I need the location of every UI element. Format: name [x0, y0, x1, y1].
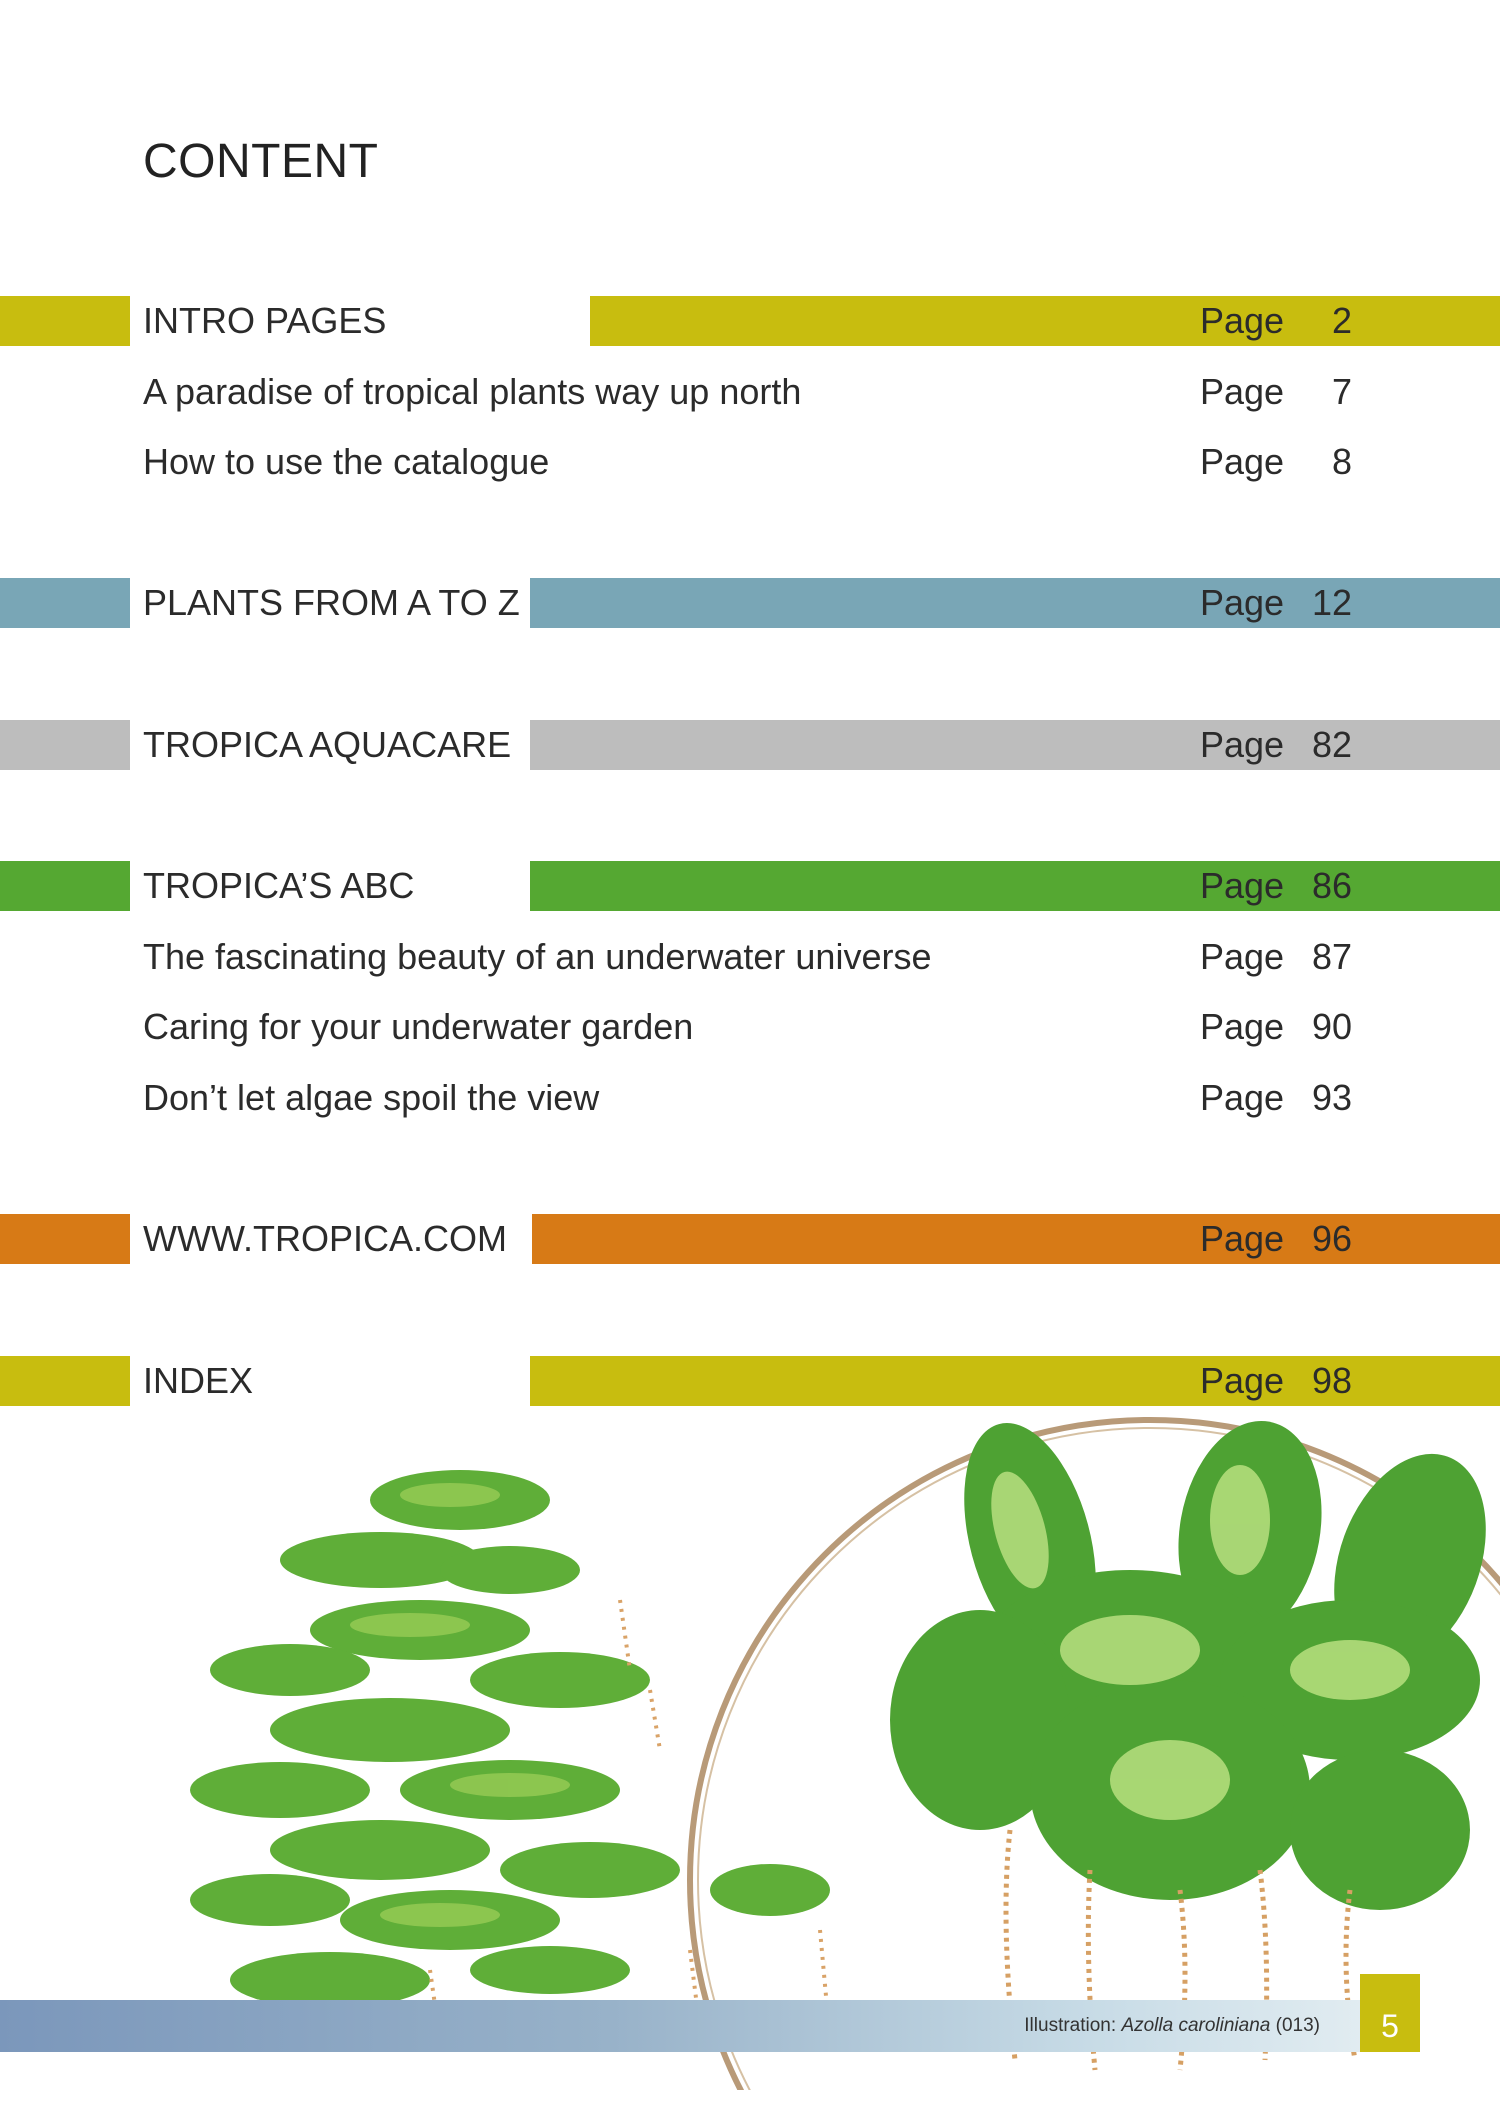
page-word: Page: [1200, 441, 1285, 482]
toc-item-caring[interactable]: Caring for your underwater garden: [143, 1006, 694, 1047]
toc-heading-aquacare[interactable]: TROPICA AQUACARE: [143, 724, 512, 765]
page-word: Page: [1200, 865, 1285, 906]
toc-item-how-to-use[interactable]: How to use the catalogue: [143, 441, 550, 482]
page-number-web[interactable]: 96: [1311, 1218, 1352, 1259]
page-word: Page: [1200, 1077, 1285, 1118]
page-title: CONTENT: [143, 135, 379, 188]
page-word: Page: [1200, 582, 1285, 623]
section-bar-left-aquacare: [0, 720, 130, 770]
page-word: Page: [1200, 1360, 1285, 1401]
toc-item-paradise[interactable]: A paradise of tropical plants way up north: [143, 371, 802, 412]
section-bar-left-plants: [0, 578, 130, 628]
section-bar-left-web: [0, 1214, 130, 1264]
toc-heading-intro[interactable]: INTRO PAGES: [143, 300, 387, 341]
toc-item-algae[interactable]: Don’t let algae spoil the view: [143, 1077, 600, 1118]
section-bar-right-index: [530, 1356, 1500, 1406]
caption-species: Azolla caroliniana: [1121, 2015, 1271, 2036]
page-number-index[interactable]: 98: [1311, 1360, 1352, 1401]
page-word: Page: [1200, 1006, 1285, 1047]
section-bar-right-intro: [590, 296, 1500, 346]
page-number-how-to-use[interactable]: 8: [1331, 441, 1352, 482]
toc-heading-web[interactable]: WWW.TROPICA.COM: [143, 1218, 507, 1259]
page-number-paradise[interactable]: 7: [1331, 371, 1352, 412]
page-word: Page: [1200, 300, 1285, 341]
caption-prefix: Illustration:: [1024, 2015, 1122, 2036]
page-word: Page: [1200, 936, 1285, 977]
section-bar-left-intro: [0, 296, 130, 346]
illustration-caption: [1024, 2000, 1320, 2052]
page-word: Page: [1200, 1218, 1285, 1259]
toc-heading-index[interactable]: INDEX: [143, 1360, 254, 1401]
toc-heading-plants[interactable]: PLANTS FROM A TO Z: [143, 582, 520, 623]
page-number-fascinating[interactable]: 87: [1311, 936, 1352, 977]
section-bar-right-aquacare: [530, 720, 1500, 770]
page-number-aquacare[interactable]: 82: [1311, 724, 1352, 765]
section-bar-right-abc: [530, 861, 1500, 911]
folio-page-number: 5: [1381, 2008, 1399, 2044]
page-word: Page: [1200, 371, 1285, 412]
section-bar-right-plants: [530, 578, 1500, 628]
page-word: Page: [1200, 724, 1285, 765]
page-number-plants[interactable]: 12: [1311, 582, 1352, 623]
section-bar-left-index: [0, 1356, 130, 1406]
page-number-abc[interactable]: 86: [1311, 865, 1352, 906]
page-number-algae[interactable]: 93: [1311, 1077, 1352, 1118]
section-bar-left-abc: [0, 861, 130, 911]
section-bar-right-web: [532, 1214, 1500, 1264]
page-number-caring[interactable]: 90: [1311, 1006, 1352, 1047]
caption-suffix: (013): [1270, 2015, 1320, 2036]
toc-heading-abc[interactable]: TROPICA’S ABC: [143, 865, 415, 906]
page-number-intro[interactable]: 2: [1331, 300, 1352, 341]
toc-item-fascinating[interactable]: The fascinating beauty of an underwater universe: [143, 936, 932, 977]
